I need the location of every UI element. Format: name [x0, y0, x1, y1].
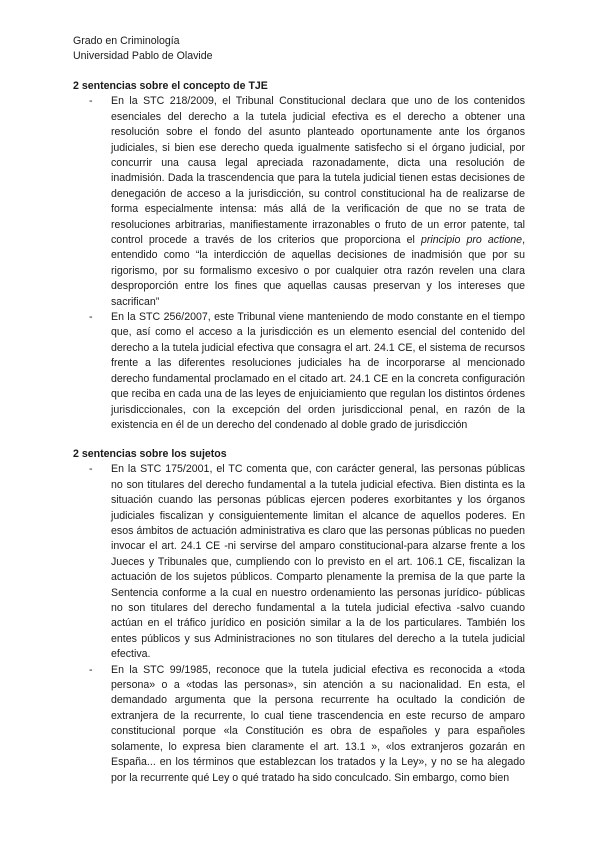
list-item [73, 663, 525, 786]
list-item [73, 310, 525, 433]
paragraph-text: , entendido como “la interdicción de aquellas decisiones de inadmisión que por su rigorismo, por su formalismo excesivo o por cualquier otra razón revelen una clara desproporción entre los fines que aquellas causas preservan y los intereses que sacrifican” [111, 234, 526, 308]
bullet-dash: - [89, 95, 93, 108]
list-item [73, 462, 525, 662]
paragraph: En la STC 175/2001, el TC comenta que, con carácter general, las personas públicas no son titulares del derecho fundamental a la tutela judicial efectiva. Bien distinta es la situación cuando las personas públicas ejercen poderes exorbitantes y los órganos judiciales fiscalizan y consiguientemente limitan el alcance de aquellos poderes. En esos ámbitos de actuación administrativa es claro que las personas públicas no pueden invocar el art. 24.1 CE -ni servirse del amparo constitucional-para alzarse frente a los Jueces y Tribunales que, cumpliendo con lo previsto en el art. 106.1 CE, fiscalizan la actuación de los sujetos públicos. Comparto plenamente la premisa de la que parte la Sentencia conforme a la cual en nuestro ordenamiento las personas jurídico- públicas no son titulares del derecho fundamental a la tutela judicial efectiva -salvo cuando actúan en el tráfico jurídico en posición similar a la de los particulares. También los entes públicos y sus Administraciones no son titulares del derecho a la tutela judicial efectiva. [111, 463, 525, 661]
paragraph: En la STC 99/1985, reconoce que la tutela judicial efectiva es reconocida a «toda persona» o a «todas las personas», sin atención a su nacionalidad. En esta, el demandado argumenta que la persona recurrente ha ocultado la condición de extranjera de la recurrente, lo cual tiene trascendencia en este recurso de amparo constitucional porque «la Constitución es obra de españoles y para españoles solamente, lo expresa bien claramente el art. 13.1 », «los extranjeros gozarán en España... en los términos que establezcan los tratados y la Ley», y no se ha alegado por la recurrente qué Ley o qué tratado ha sido conculcado. Sin embargo, como bien [111, 663, 525, 784]
bullet-dash: - [89, 463, 93, 476]
section-heading: 2 sentencias sobre el concepto de TJE [73, 80, 268, 92]
paragraph: En la STC 256/2007, este Tribunal viene manteniendo de modo constante en el tiempo que, así como el acceso a la jurisdicción es un elemento esencial del contenido del derecho a la tutela judicial efectiva que consagra el art. 24.1 CE, el sistema de recursos frente a las diferentes resoluciones judiciales ha de incorporarse al mencionado derecho fundamental proclamado en el citado art. 24.1 CE en la concreta configuración que reciba en cada una de las leyes de enjuiciamiento que regulan los distintos órdenes jurisdiccionales, con la excepción del orden jurisdiccional penal, en razón de la existencia en él de un derecho del condenado al doble grado de jurisdicción [111, 311, 525, 431]
section-concept-tje [73, 79, 525, 433]
paragraph [111, 94, 525, 310]
paragraph-italic-text: principio pro actione [420, 234, 523, 247]
bullet-dash: - [89, 311, 93, 324]
university-line: Universidad Pablo de Olavide [73, 50, 213, 63]
section-heading: 2 sentencias sobre los sujetos [73, 448, 227, 460]
paragraph-text: En la STC 218/2009, el Tribunal Constitucional declara que uno de los contenidos esenciales del derecho a la tutela judicial efectiva es el derecho a obtener una resolución sobre el fondo del asunto planteado oportunamente ante los órganos judiciales, si bien ese derecho queda igualmente satisfecho si el órgano judicial, por concurrir una causa legal apreciada razonadamente, dicta una resolución de inadmisión. Dada la trascendencia que para la tutela judicial tienen estas decisiones de denegación de acceso a la jurisdicción, su control constitucional ha de realizarse de forma especialmente intensa: más allá de la verificación de que no se trata de resoluciones arbitrarias, manifiestamente irrazonables o fruto de un error patente, tal control procede a través de los criterios que proporciona el [111, 95, 525, 247]
document-header [73, 34, 213, 65]
bullet-dash: - [89, 663, 93, 676]
degree-line: Grado en Criminología [73, 35, 180, 47]
list-item [73, 94, 525, 310]
section-sujetos [73, 447, 525, 786]
